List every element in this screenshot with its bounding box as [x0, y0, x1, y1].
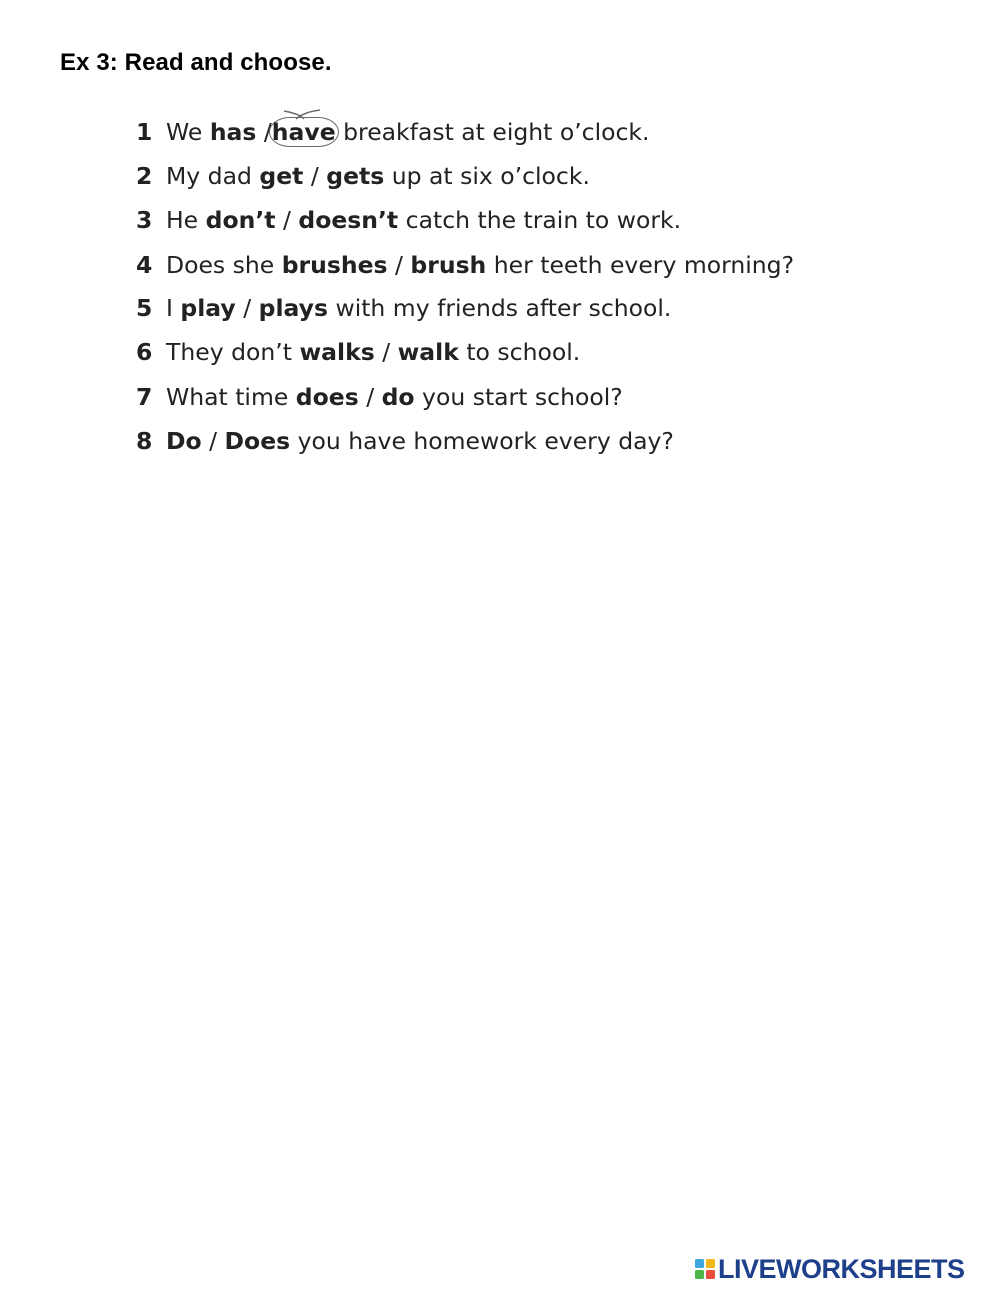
- item-text-before: We: [166, 118, 203, 146]
- list-item-1: [136, 117, 650, 147]
- option-brushes[interactable]: brushes: [281, 251, 388, 279]
- option-separator: /: [382, 338, 391, 366]
- option-do-capital[interactable]: Do: [166, 427, 202, 455]
- option-does-capital[interactable]: Does: [224, 427, 291, 455]
- option-separator: /: [263, 118, 272, 146]
- item-text-after: you have homework every day?: [297, 427, 674, 455]
- item-number: 7: [136, 383, 153, 411]
- option-do[interactable]: do: [381, 383, 415, 411]
- list-item-7: [136, 382, 623, 412]
- item-text-before: My dad: [166, 162, 252, 190]
- item-text-before: What time: [166, 383, 289, 411]
- option-has[interactable]: has: [209, 118, 257, 146]
- item-number: 5: [136, 294, 153, 322]
- option-brush[interactable]: brush: [410, 251, 487, 279]
- item-number: 3: [136, 206, 153, 234]
- option-dont[interactable]: don’t: [205, 206, 276, 234]
- list-item-2: [136, 161, 590, 191]
- logo-text: LIVEWORKSHEETS: [718, 1253, 965, 1284]
- option-get[interactable]: get: [259, 162, 304, 190]
- list-item-5: [136, 293, 671, 323]
- option-have-label: have: [271, 118, 336, 146]
- list-item-6: [136, 337, 580, 367]
- item-number: 1: [136, 118, 153, 146]
- option-gets[interactable]: gets: [326, 162, 385, 190]
- list-item-3: [136, 205, 681, 235]
- option-walk[interactable]: walk: [397, 338, 459, 366]
- option-does[interactable]: does: [295, 383, 359, 411]
- item-text-after: catch the train to work.: [405, 206, 682, 234]
- item-text-before: I: [166, 294, 173, 322]
- option-separator: /: [310, 162, 319, 190]
- option-walks[interactable]: walks: [299, 338, 375, 366]
- item-text-before: He: [166, 206, 199, 234]
- option-separator: /: [366, 383, 375, 411]
- item-text-after: up at six o’clock.: [391, 162, 590, 190]
- option-play[interactable]: play: [180, 294, 236, 322]
- option-separator: /: [282, 206, 291, 234]
- option-separator: /: [243, 294, 252, 322]
- exercise-title: Ex 3: Read and choose.: [60, 49, 332, 76]
- list-item-8: [136, 426, 674, 456]
- item-text-after: her teeth every morning?: [493, 251, 795, 279]
- option-doesnt[interactable]: doesn’t: [298, 206, 399, 234]
- item-text-after: with my friends after school.: [335, 294, 672, 322]
- item-text-after: breakfast at eight o’clock.: [343, 118, 650, 146]
- item-number: 4: [136, 251, 153, 279]
- option-separator: /: [395, 251, 403, 279]
- liveworksheets-logo-icon: [694, 1257, 716, 1281]
- item-text-before: Does she: [166, 251, 275, 279]
- item-number: 2: [136, 162, 153, 190]
- item-number: 8: [136, 427, 153, 455]
- option-separator: /: [209, 427, 218, 455]
- item-number: 6: [136, 338, 153, 366]
- circle-mark-icon: [282, 108, 322, 122]
- item-text-before: They don’t: [166, 338, 292, 366]
- liveworksheets-logo: [694, 1255, 965, 1283]
- item-text-after: to school.: [466, 338, 581, 366]
- item-text-after: you start school?: [422, 383, 623, 411]
- list-item-4: [136, 250, 794, 280]
- option-have-selected[interactable]: [269, 117, 339, 147]
- option-plays[interactable]: plays: [258, 294, 328, 322]
